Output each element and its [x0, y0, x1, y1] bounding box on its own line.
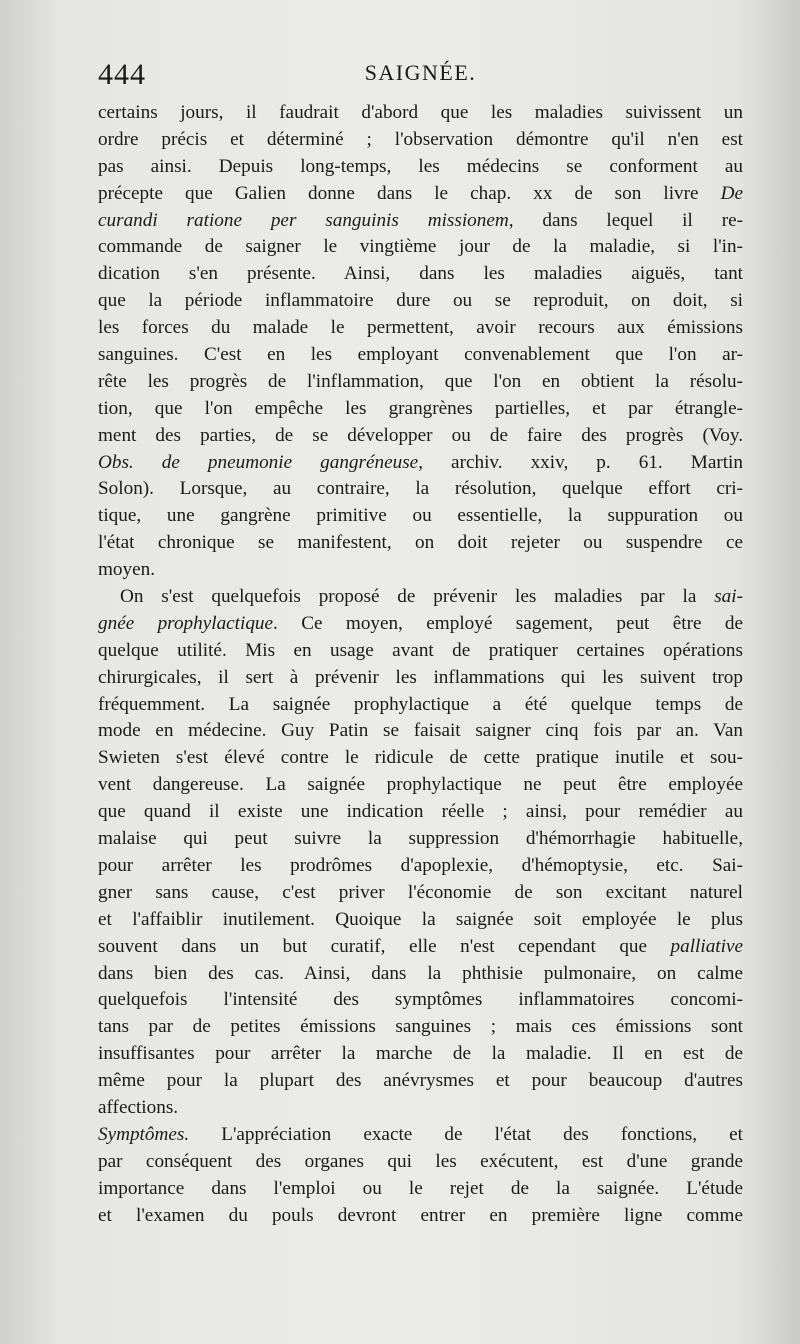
text-line [98, 638, 743, 665]
text-run: , dans lequel il re- [508, 209, 743, 231]
text-run: ordre précis et déterminé ; l'observation démontre qu'il n'en est [98, 128, 743, 150]
text-run: même pour la plupart des anévrysmes et pour beaucoup d'autres [98, 1070, 743, 1092]
text-line [98, 907, 743, 934]
text-run: moyen. [98, 559, 156, 581]
text-run: ment des parties, de se développer ou de faire des progrès (Voy. [98, 424, 743, 446]
text-run: que quand il existe une indication réelle ; ainsi, pour remédier au [98, 801, 743, 823]
text-run: malaise qui peut suivre la suppression d'hémorrhagie habituelle, [98, 828, 743, 850]
text-run: importance dans l'emploi ou le rejet de la saignée. L'étude [98, 1177, 743, 1199]
text-line [98, 1068, 743, 1095]
text-line [98, 987, 743, 1014]
italic-text: De [720, 182, 743, 204]
text-run: et l'affaiblir inutilement. Quoique la saignée soit employée le plus [98, 908, 743, 930]
text-line [98, 450, 743, 477]
italic-text: sai- [714, 586, 743, 608]
text-run: précepte que Galien donne dans le chap. xx de son livre [98, 182, 721, 204]
italic-text: gnée prophylactique [98, 612, 274, 634]
text-line [98, 396, 743, 423]
text-line [98, 584, 743, 611]
text-line [98, 745, 743, 772]
text-line [98, 208, 743, 235]
text-run: Swieten s'est élevé contre le ridicule de cette pratique inutile et sou- [98, 747, 743, 769]
text-run: dans bien des cas. Ainsi, dans la phthisie pulmonaire, on calme [98, 962, 743, 984]
text-run: insuffisantes pour arrêter la marche de la maladie. Il en est de [98, 1043, 743, 1065]
text-line [98, 476, 743, 503]
text-run: vent dangereuse. La saignée prophylactique ne peut être employée [98, 774, 743, 796]
text-run: et l'examen du pouls devront entrer en première ligne comme [98, 1204, 743, 1226]
italic-text: curandi ratione per sanguinis missionem [98, 209, 509, 231]
italic-text: palliative [670, 935, 743, 957]
text-run: les forces du malade le permettent, avoir recours aux émissions [98, 317, 743, 339]
text-line [98, 799, 743, 826]
text-run: Solon). Lorsque, au contraire, la résolution, quelque effort cri- [98, 478, 743, 500]
text-line [98, 234, 743, 261]
text-run: souvent dans un but curatif, elle n'est cependant que [98, 935, 671, 957]
text-line [98, 557, 743, 584]
text-line [98, 369, 743, 396]
text-line [98, 127, 743, 154]
text-line [98, 961, 743, 988]
text-run: quelquefois l'intensité des symptômes inflammatoires concomi- [98, 989, 743, 1011]
text-run: dication s'en présente. Ainsi, dans les maladies aiguës, tant [98, 263, 743, 285]
text-line [98, 772, 743, 799]
text-line [98, 288, 743, 315]
text-line [98, 934, 743, 961]
text-run: rête les progrès de l'inflammation, que l'on en obtient la résolu- [98, 370, 743, 392]
text-line [98, 315, 743, 342]
text-run: affections. [98, 1096, 179, 1118]
text-run: tique, une gangrène primitive ou essentielle, la suppuration ou [98, 505, 743, 527]
text-run: fréquemment. La saignée prophylactique a été quelque temps de [98, 693, 743, 715]
text-run: commande de saigner le vingtième jour de la maladie, si l'in- [98, 236, 743, 258]
text-run: tans par de petites émissions sanguines ; mais ces émissions sont [98, 1016, 743, 1038]
text-line [98, 503, 743, 530]
text-line [98, 181, 743, 208]
text-run: gner sans cause, c'est priver l'économie de son excitant naturel [98, 881, 743, 903]
text-run: On s'est quelquefois proposé de prévenir les maladies par la [120, 586, 715, 608]
text-line [98, 1095, 743, 1122]
text-line [98, 100, 743, 127]
text-line [98, 1122, 743, 1149]
text-line [98, 1149, 743, 1176]
text-line [98, 154, 743, 181]
text-line [98, 880, 743, 907]
text-run: , archiv. xxiv, p. 61. Martin [418, 451, 743, 473]
text-run: par conséquent des organes qui les exécutent, est d'une grande [98, 1150, 743, 1172]
text-line [98, 423, 743, 450]
text-line [98, 718, 743, 745]
italic-text: Obs. de pneumonie gangréneuse [98, 451, 419, 473]
text-run: L'appréciation exacte de l'état des fonctions, et [189, 1123, 743, 1145]
text-run: tion, que l'on empêche les grangrènes partielles, et par étrangle- [98, 397, 743, 419]
text-run: . Ce moyen, employé sagement, peut être de [273, 612, 743, 634]
running-title: SAIGNÉE. [364, 60, 477, 85]
page-number: 444 [98, 58, 146, 91]
page-header [98, 58, 743, 98]
text-line [98, 826, 743, 853]
body-text [98, 100, 743, 1229]
text-line [98, 611, 743, 638]
text-run: mode en médecine. Guy Patin se faisait saigner cinq fois par an. Van [98, 720, 743, 742]
text-run: pas ainsi. Depuis long-temps, les médecins se conforment au [98, 155, 743, 177]
text-run: l'état chronique se manifestent, on doit rejeter ou suspendre ce [98, 532, 743, 554]
italic-text: Symptômes. [98, 1123, 190, 1145]
text-line [98, 853, 743, 880]
text-run: certains jours, il faudrait d'abord que les maladies suivissent un [98, 102, 743, 123]
text-run: que la période inflammatoire dure ou se reproduit, on doit, si [98, 290, 743, 312]
text-run: pour arrêter les prodrômes d'apoplexie, d'hémoptysie, etc. Sai- [98, 854, 743, 876]
text-run: sanguines. C'est en les employant convenablement que l'on ar- [98, 344, 743, 366]
text-line [98, 530, 743, 557]
text-line [98, 1176, 743, 1203]
text-run: quelque utilité. Mis en usage avant de pratiquer certaines opérations [98, 639, 743, 661]
text-line [98, 342, 743, 369]
text-line [98, 261, 743, 288]
text-run: chirurgicales, il sert à prévenir les inflammations qui les suivent trop [98, 666, 743, 688]
text-line [98, 1203, 743, 1230]
text-line [98, 665, 743, 692]
text-line [98, 1014, 743, 1041]
text-line [98, 1041, 743, 1068]
text-line [98, 692, 743, 719]
